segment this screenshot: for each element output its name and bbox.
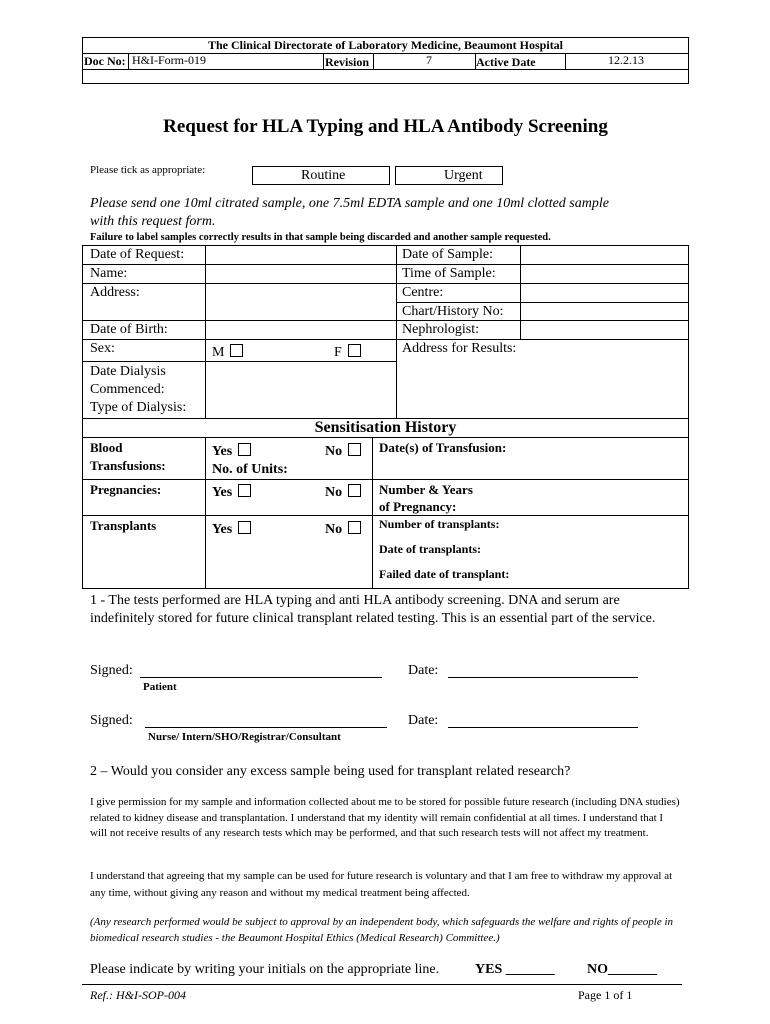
female-checkbox[interactable] xyxy=(348,344,361,357)
dialysis-label-1: Date Dialysis xyxy=(90,364,166,379)
pregnancy-yes-option[interactable]: Yes xyxy=(212,484,251,501)
male-checkbox[interactable] xyxy=(230,344,243,357)
sex-male-option[interactable]: M xyxy=(212,344,243,361)
initials-instruction: Please indicate by writing your initials on the appropriate line. xyxy=(90,962,440,977)
active-date-label: Active Date xyxy=(476,55,536,69)
time-of-sample-label: Time of Sample: xyxy=(402,266,496,281)
address-results-label: Address for Results: xyxy=(402,341,517,356)
blood-yes-checkbox[interactable] xyxy=(238,443,251,456)
address-label: Address: xyxy=(90,285,140,300)
no-units-label: No. of Units: xyxy=(212,462,288,477)
patient-date-line[interactable] xyxy=(448,677,638,678)
patient-signature-line[interactable] xyxy=(140,677,382,678)
tick-label: Please tick as appropriate: xyxy=(90,164,206,176)
staff-caption: Nurse/ Intern/SHO/Registrar/Consultant xyxy=(148,731,341,743)
instruction-line-2: with this request form. xyxy=(90,214,216,229)
transplant-yes-checkbox[interactable] xyxy=(238,521,251,534)
transplant-yes-option[interactable]: Yes xyxy=(212,521,251,538)
num-transplants-label: Number of transplants: xyxy=(379,517,500,531)
staff-date-label: Date: xyxy=(408,713,439,728)
voluntary-paragraph: I understand that agreeing that my sample can be used for future research is voluntary and that I am free to withdraw my approval at any time, without giving any reason and without my medical treatment being affected. xyxy=(90,870,673,899)
dialysis-type-label: Type of Dialysis: xyxy=(90,400,187,415)
date-of-request-label: Date of Request: xyxy=(90,247,185,262)
num-years-label-1: Number & Years xyxy=(379,482,473,497)
transplants-label: Transplants xyxy=(90,518,157,533)
routine-box[interactable]: Routine xyxy=(252,166,390,185)
blood-yes-option[interactable]: Yes xyxy=(212,443,251,460)
revision-value: 7 xyxy=(426,53,432,67)
staff-signed-label: Signed: xyxy=(90,713,133,728)
patient-caption: Patient xyxy=(143,681,177,693)
blood-no-checkbox[interactable] xyxy=(348,443,361,456)
org-name: The Clinical Directorate of Laboratory Medicine, Beaumont Hospital xyxy=(207,38,564,52)
pregnancies-label: Pregnancies: xyxy=(90,482,162,497)
doc-no-label: Doc No: xyxy=(84,54,126,68)
consent-statement-1: 1 - The tests performed are HLA typing and anti HLA antibody screening. DNA and serum are indefinitely stored for future clinical transplant related testing. This is an essential part of the service. xyxy=(90,593,656,626)
active-date-value: 12.2.13 xyxy=(608,53,644,67)
ethics-paragraph: (Any research performed would be subject to approval by an independent body, which safeguards the welfare and rights of people in biomedical research studies - the Beaumont Hospital Ethics (Medical Research) Committee.) xyxy=(90,916,674,944)
name-label: Name: xyxy=(90,266,128,281)
pregnancy-no-checkbox[interactable] xyxy=(348,484,361,497)
permission-paragraph: I give permission for my sample and information collected about me to be stored for possible future research (including DNA studies) related to kidney disease and transplantation. I understand that my identity will remain confidential at all times. I understand that I will not receive results of any research tests which may be performed, and that such research tests will not affect my treatment. xyxy=(90,796,680,839)
nephrologist-label: Nephrologist: xyxy=(402,322,479,337)
centre-label: Centre: xyxy=(402,285,444,300)
patient-details-table xyxy=(82,245,689,589)
revision-label: Revision xyxy=(325,55,370,69)
pregnancy-no-option[interactable]: No xyxy=(325,484,361,501)
transplant-no-option[interactable]: No xyxy=(325,521,361,538)
dates-transfusion-label: Date(s) of Transfusion: xyxy=(379,440,507,455)
page-title: Request for HLA Typing and HLA Antibody Screening xyxy=(163,116,608,137)
sensitisation-heading: Sensitisation History xyxy=(314,419,457,436)
chart-no-label: Chart/History No: xyxy=(402,304,504,319)
blood-label-1: Blood xyxy=(90,440,123,455)
yes-initials-line[interactable]: YES _______ xyxy=(475,962,555,977)
date-of-sample-label: Date of Sample: xyxy=(402,247,493,262)
blood-label-2: Transfusions: xyxy=(90,458,166,473)
doc-no-value: H&I-Form-019 xyxy=(132,53,206,67)
patient-date-label: Date: xyxy=(408,663,439,678)
staff-date-line[interactable] xyxy=(448,727,638,728)
research-question: 2 – Would you consider any excess sample being used for transplant related research? xyxy=(90,764,571,779)
transplant-no-checkbox[interactable] xyxy=(348,521,361,534)
num-years-label-2: of Pregnancy: xyxy=(379,499,457,514)
no-initials-line[interactable]: NO_______ xyxy=(587,962,657,977)
labeling-warning: Failure to label samples correctly results in that sample being discarded and another sample requested. xyxy=(90,232,551,243)
footer-page-number: Page 1 of 1 xyxy=(578,988,633,1002)
sex-female-option[interactable]: F xyxy=(334,344,361,361)
urgent-box[interactable]: Urgent xyxy=(395,166,503,185)
dob-label: Date of Birth: xyxy=(90,322,168,337)
patient-signed-label: Signed: xyxy=(90,663,133,678)
instruction-line-1: Please send one 10ml citrated sample, one 7.5ml EDTA sample and one 10ml clotted sample xyxy=(90,196,609,211)
staff-signature-line[interactable] xyxy=(145,727,387,728)
footer-ref: Ref.: H&I-SOP-004 xyxy=(90,988,186,1002)
dialysis-label-2: Commenced: xyxy=(90,382,165,397)
pregnancy-yes-checkbox[interactable] xyxy=(238,484,251,497)
sex-label: Sex: xyxy=(90,341,115,356)
failed-date-label: Failed date of transplant: xyxy=(379,567,510,581)
date-transplants-label: Date of transplants: xyxy=(379,542,481,556)
blood-no-option[interactable]: No xyxy=(325,443,361,460)
